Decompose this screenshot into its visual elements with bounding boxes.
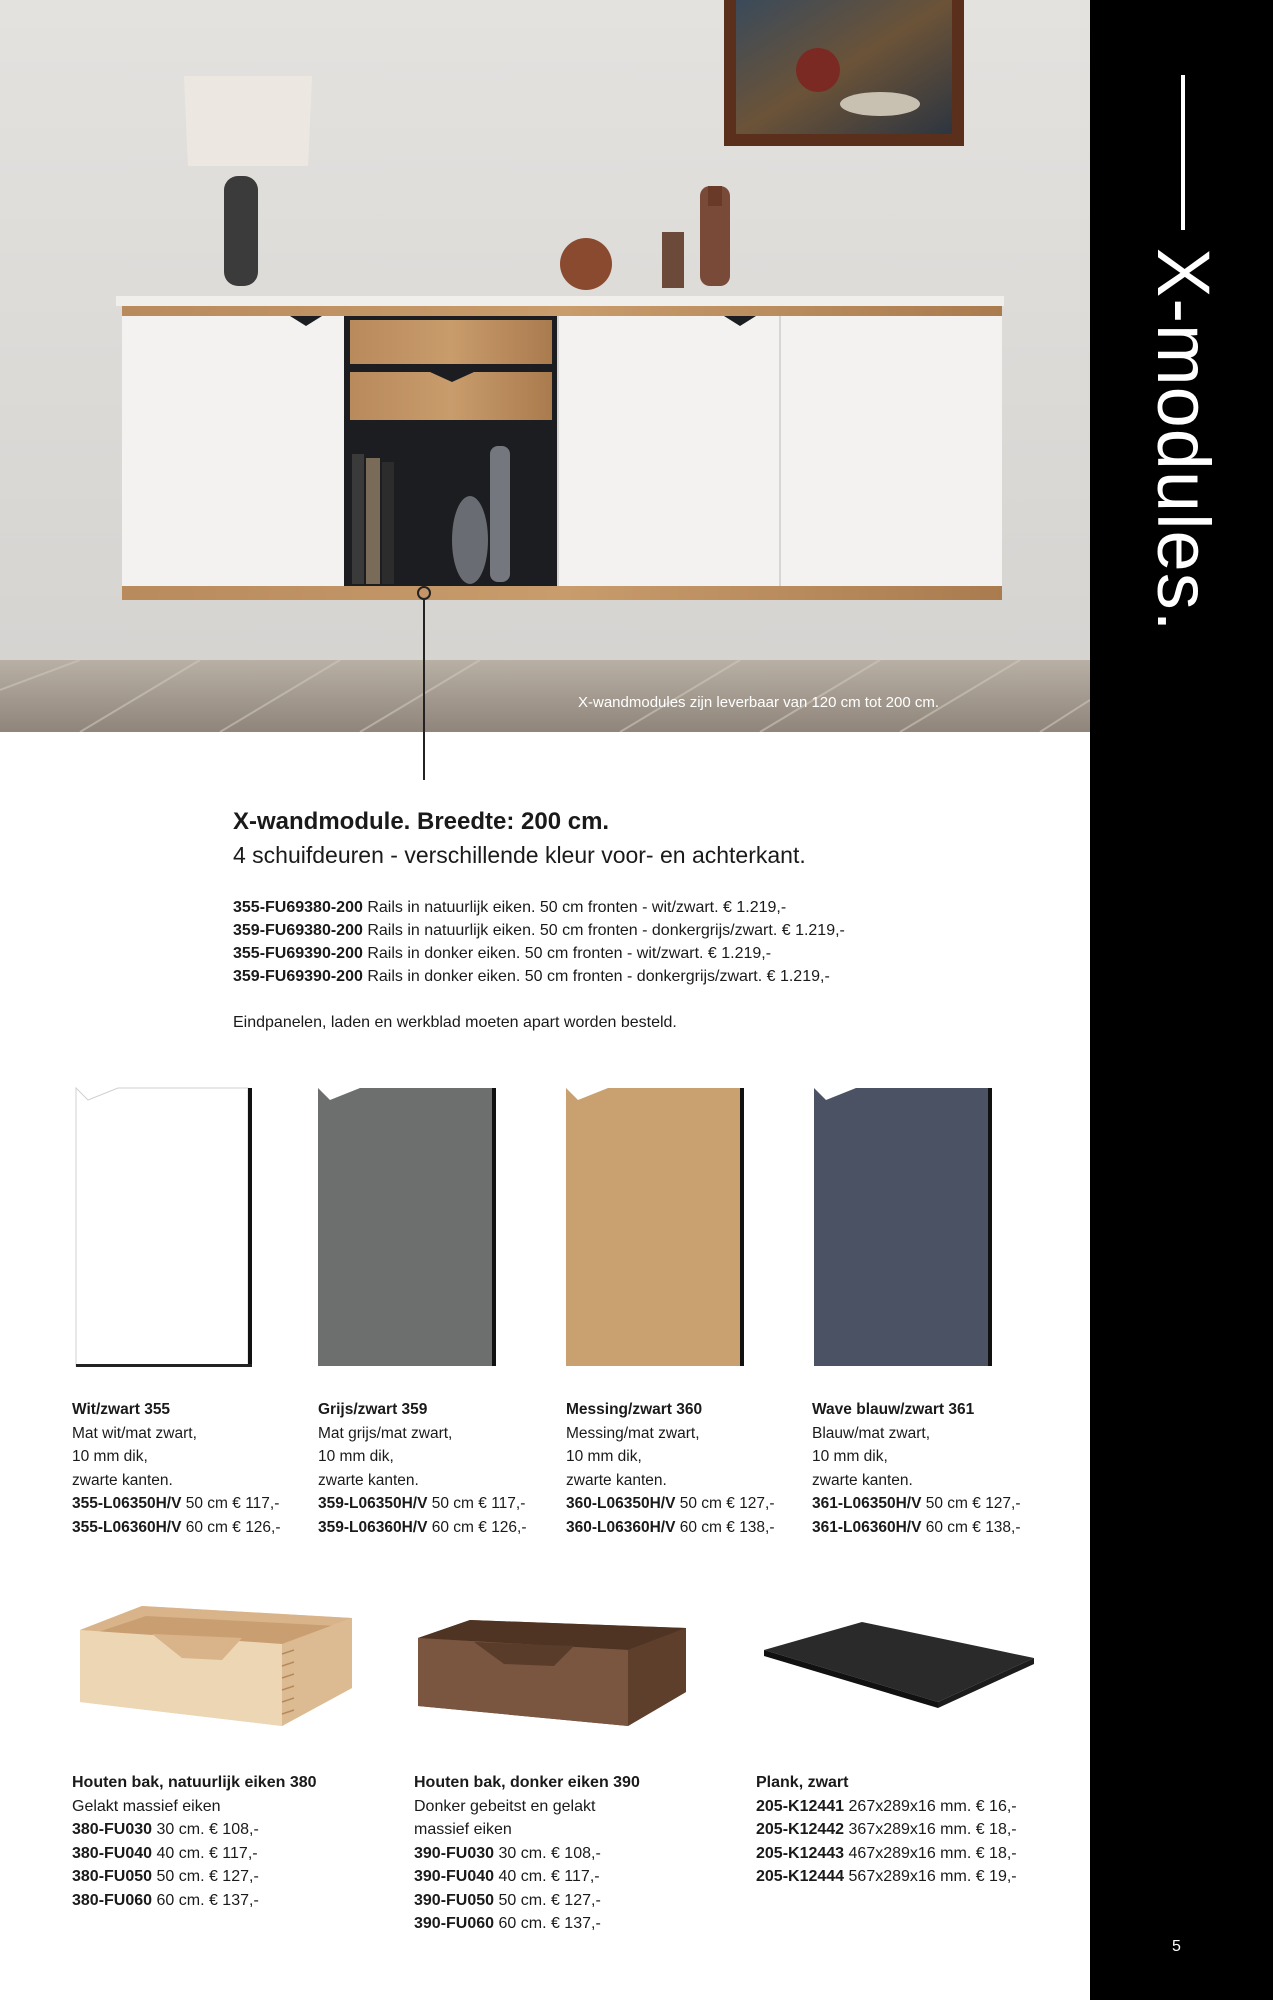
product-title: Plank, zwart [756, 1774, 849, 1791]
front-desc: Mat grijs/mat zwart, [318, 1424, 453, 1442]
article-desc: 467x289x16 mm. € 18,- [848, 1844, 1017, 1862]
front-price-line [318, 1492, 527, 1516]
product-subtitle: 4 schuifdeuren - verschillende kleur voor- en achterkant. [233, 842, 806, 868]
article-code: 380-FU050 [72, 1868, 153, 1885]
article-code: 359-FU69390-200 [233, 968, 363, 985]
price-line [233, 965, 845, 988]
article-desc: 50 cm € 127,- [679, 1495, 775, 1512]
article-code: 361-L06360H/V [812, 1518, 922, 1536]
article-code: 205-K12441 [756, 1797, 845, 1815]
article-code: 390-FU030 [414, 1844, 495, 1862]
price-line [233, 919, 845, 942]
article-desc: 267x289x16 mm. € 16,- [848, 1797, 1017, 1815]
front-swatch-blue [812, 1086, 994, 1370]
front-price-line [566, 1492, 775, 1516]
article-desc: 60 cm. € 137,- [498, 1915, 601, 1932]
front-desc: zwarte kanten. [72, 1471, 173, 1489]
product-info-dark-oak-drawer [414, 1771, 640, 1936]
article-code: 390-FU060 [414, 1915, 495, 1932]
product-price-line [72, 1889, 317, 1913]
article-desc: 50 cm. € 127,- [498, 1891, 601, 1909]
front-desc: 10 mm dik, [318, 1448, 394, 1465]
front-swatch-grey [316, 1086, 498, 1370]
pointer-line [423, 598, 425, 780]
shelf-black-image [762, 1620, 1038, 1715]
front-title: Grijs/zwart 359 [318, 1401, 428, 1418]
article-desc: 50 cm € 117,- [431, 1495, 526, 1512]
front-desc: 10 mm dik, [566, 1448, 642, 1465]
product-price-list [233, 896, 845, 988]
front-info-blue [812, 1398, 1021, 1539]
front-price-line [318, 1516, 527, 1540]
article-code: 390-FU050 [414, 1891, 495, 1909]
front-info-white [72, 1398, 281, 1539]
article-desc: Rails in donker eiken. 50 cm fronten - wit/zwart. € 1.219,- [367, 945, 772, 962]
price-line [233, 896, 845, 919]
front-swatch-brass [564, 1086, 746, 1370]
front-desc: zwarte kanten. [812, 1471, 913, 1489]
product-price-line [414, 1865, 640, 1889]
article-desc: 60 cm € 138,- [679, 1518, 775, 1536]
front-price-line [72, 1492, 281, 1516]
article-code: 360-L06350H/V [566, 1495, 676, 1512]
product-price-line [756, 1842, 1017, 1866]
front-price-line [812, 1516, 1021, 1540]
product-price-line [414, 1912, 640, 1936]
product-info-natural-oak-drawer [72, 1771, 317, 1912]
price-line [233, 942, 845, 965]
product-price-line [414, 1889, 640, 1913]
article-code: 360-L06360H/V [566, 1518, 676, 1536]
article-code: 205-K12442 [756, 1821, 845, 1838]
front-title: Wave blauw/zwart 361 [812, 1401, 975, 1418]
article-desc: 50 cm € 127,- [925, 1495, 1021, 1512]
hero-image [0, 0, 1090, 732]
article-code: 355-FU69390-200 [233, 945, 363, 962]
drawer-dark-oak-image [414, 1618, 690, 1733]
article-code: 359-L06360H/V [318, 1518, 428, 1536]
article-code: 380-FU030 [72, 1821, 153, 1838]
front-price-line [812, 1492, 1021, 1516]
article-code: 359-L06350H/V [318, 1495, 428, 1512]
product-info-black-shelf [756, 1771, 1017, 1889]
front-info-grey [318, 1398, 527, 1539]
article-desc: 60 cm € 126,- [431, 1518, 527, 1536]
article-code: 205-K12443 [756, 1844, 845, 1862]
product-title: X-wandmodule. Breedte: 200 cm. [233, 808, 610, 835]
article-desc: 40 cm. € 117,- [156, 1844, 258, 1862]
article-desc: 50 cm € 117,- [185, 1495, 280, 1512]
article-desc: Rails in natuurlijk eiken. 50 cm fronten - donkergrijs/zwart. € 1.219,- [367, 922, 845, 939]
front-info-brass [566, 1398, 775, 1539]
article-desc: 60 cm € 138,- [925, 1518, 1021, 1536]
product-price-line [72, 1865, 317, 1889]
product-price-line [72, 1818, 317, 1842]
front-desc: 10 mm dik, [812, 1448, 888, 1465]
article-code: 380-FU040 [72, 1844, 153, 1862]
front-desc: Mat wit/mat zwart, [72, 1424, 197, 1442]
article-code: 205-K12444 [756, 1868, 845, 1885]
front-desc: 10 mm dik, [72, 1448, 148, 1465]
article-code: 359-FU69380-200 [233, 922, 363, 939]
article-code: 355-L06360H/V [72, 1518, 182, 1536]
product-title: Houten bak, natuurlijk eiken 380 [72, 1774, 317, 1791]
front-price-line [72, 1516, 281, 1540]
drawer-natural-oak-image [72, 1604, 356, 1733]
front-title: Messing/zwart 360 [566, 1401, 703, 1418]
front-desc: zwarte kanten. [566, 1471, 667, 1489]
article-desc: Rails in donker eiken. 50 cm fronten - donkergrijs/zwart. € 1.219,- [367, 968, 830, 985]
sidebar-rule [1181, 75, 1185, 230]
product-desc: massief eiken [414, 1821, 512, 1838]
article-desc: 60 cm. € 137,- [156, 1891, 259, 1909]
article-desc: 567x289x16 mm. € 19,- [848, 1868, 1017, 1885]
front-swatch-white [72, 1086, 254, 1370]
article-desc: 40 cm. € 117,- [498, 1868, 600, 1885]
front-desc: Messing/mat zwart, [566, 1424, 700, 1442]
article-code: 390-FU040 [414, 1868, 495, 1885]
product-price-line [414, 1842, 640, 1866]
sideboard-photo [0, 0, 1090, 732]
article-desc: 60 cm € 126,- [185, 1518, 281, 1536]
sidebar-title-wrap [1138, 248, 1228, 708]
front-title: Wit/zwart 355 [72, 1401, 171, 1418]
article-desc: 50 cm. € 127,- [156, 1868, 259, 1885]
article-desc: Rails in natuurlijk eiken. 50 cm fronten - wit/zwart. € 1.219,- [367, 899, 787, 916]
product-price-line [756, 1865, 1017, 1889]
sidebar-title: X-modules. [1142, 248, 1225, 633]
front-price-line [566, 1516, 775, 1540]
page-number: 5 [1172, 1938, 1181, 1955]
article-desc: 30 cm. € 108,- [156, 1821, 259, 1838]
hero-caption: X-wandmodules zijn leverbaar van 120 cm tot 200 cm. [578, 694, 940, 711]
product-price-line [72, 1842, 317, 1866]
article-code: 355-L06350H/V [72, 1495, 182, 1512]
article-desc: 367x289x16 mm. € 18,- [848, 1821, 1017, 1838]
article-code: 380-FU060 [72, 1891, 153, 1909]
order-note: Eindpanelen, laden en werkblad moeten apart worden besteld. [233, 1014, 677, 1031]
front-desc: Blauw/mat zwart, [812, 1424, 931, 1442]
product-title: Houten bak, donker eiken 390 [414, 1774, 640, 1791]
product-desc: Donker gebeitst en gelakt [414, 1797, 596, 1815]
article-code: 361-L06350H/V [812, 1495, 922, 1512]
product-price-line [756, 1795, 1017, 1819]
product-price-line [756, 1818, 1017, 1842]
product-desc: Gelakt massief eiken [72, 1797, 221, 1815]
front-desc: zwarte kanten. [318, 1471, 419, 1489]
article-desc: 30 cm. € 108,- [498, 1844, 601, 1862]
article-code: 355-FU69380-200 [233, 899, 363, 916]
